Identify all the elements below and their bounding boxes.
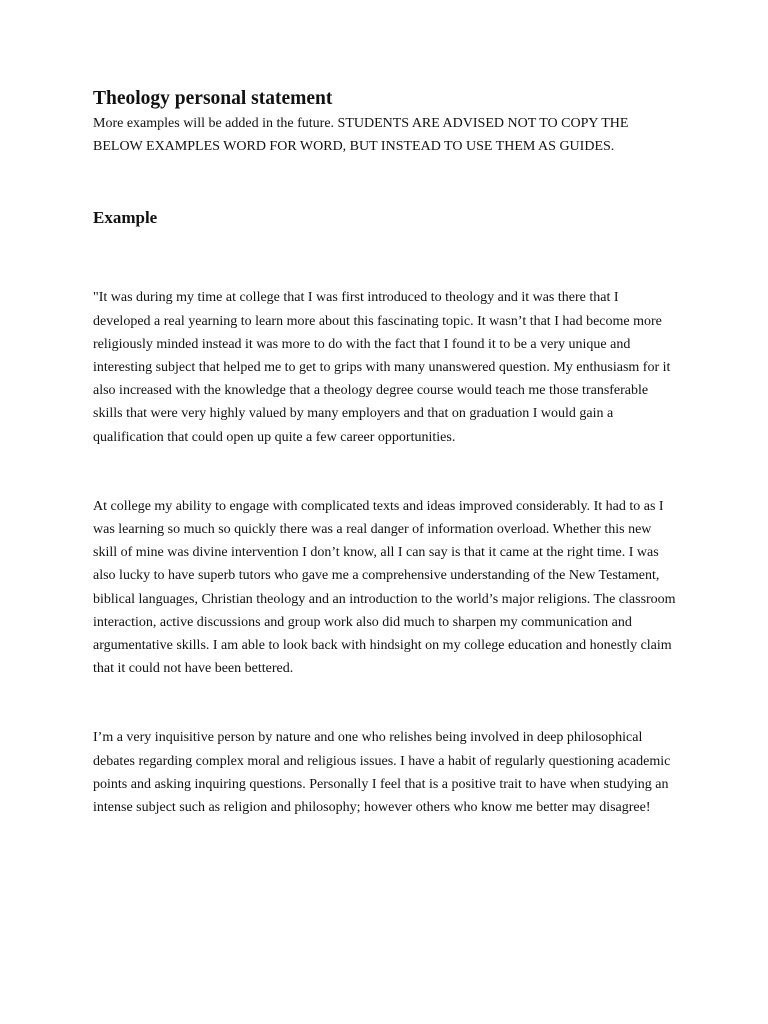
document-body <box>93 86 679 819</box>
body-paragraph-1: "It was during my time at college that I was first introduced to theology and it was there that I developed a real yearning to learn more about this fascinating topic. It wasn’t that I had become more religiously minded instead it was more to do with the fact that I found it to be a very unique and interesting subject that helped me to get to grips with many unanswered question. My enthusiasm for it also increased with the knowledge that a theology degree course would teach me those transferable skills that were very highly valued by many employers and that on graduation I would gain a qualification that could open up quite a few career opportunities. <box>93 290 671 445</box>
section-heading-example: Example <box>93 208 158 228</box>
page-title: Theology personal statement <box>93 88 333 109</box>
body-paragraph-2: At college my ability to engage with complicated texts and ideas improved considerably. It had to as I was learning so much so quickly there was a real danger of information overload. Whether this new skill of mine was divine intervention I don’t know, all I can say is that it came at the right time. I was also lucky to have superb tutors who gave me a comprehensive understanding of the New Testament, biblical languages, Christian theology and an introduction to the world’s major religions. The classroom interaction, active discussions and group work also did much to sharpen my communication and argumentative skills. I am able to look back with hindsight on my college education and honestly claim that it could not have been bettered. <box>93 498 676 677</box>
body-paragraph-3: I’m a very inquisitive person by nature and one who relishes being involved in deep philosophical debates regarding complex moral and religious issues. I have a habit of regularly questioning academic points and asking inquiring questions. Personally I feel that is a positive trait to have when studying an intense subject such as religion and philosophy; however others who know me better may disagree! <box>93 730 671 816</box>
notice-paragraph: More examples will be added in the future. STUDENTS ARE ADVISED NOT TO COPY THE BELOW EXAMPLES WORD FOR WORD, BUT INSTEAD TO USE THEM AS GUIDES. <box>93 116 629 155</box>
